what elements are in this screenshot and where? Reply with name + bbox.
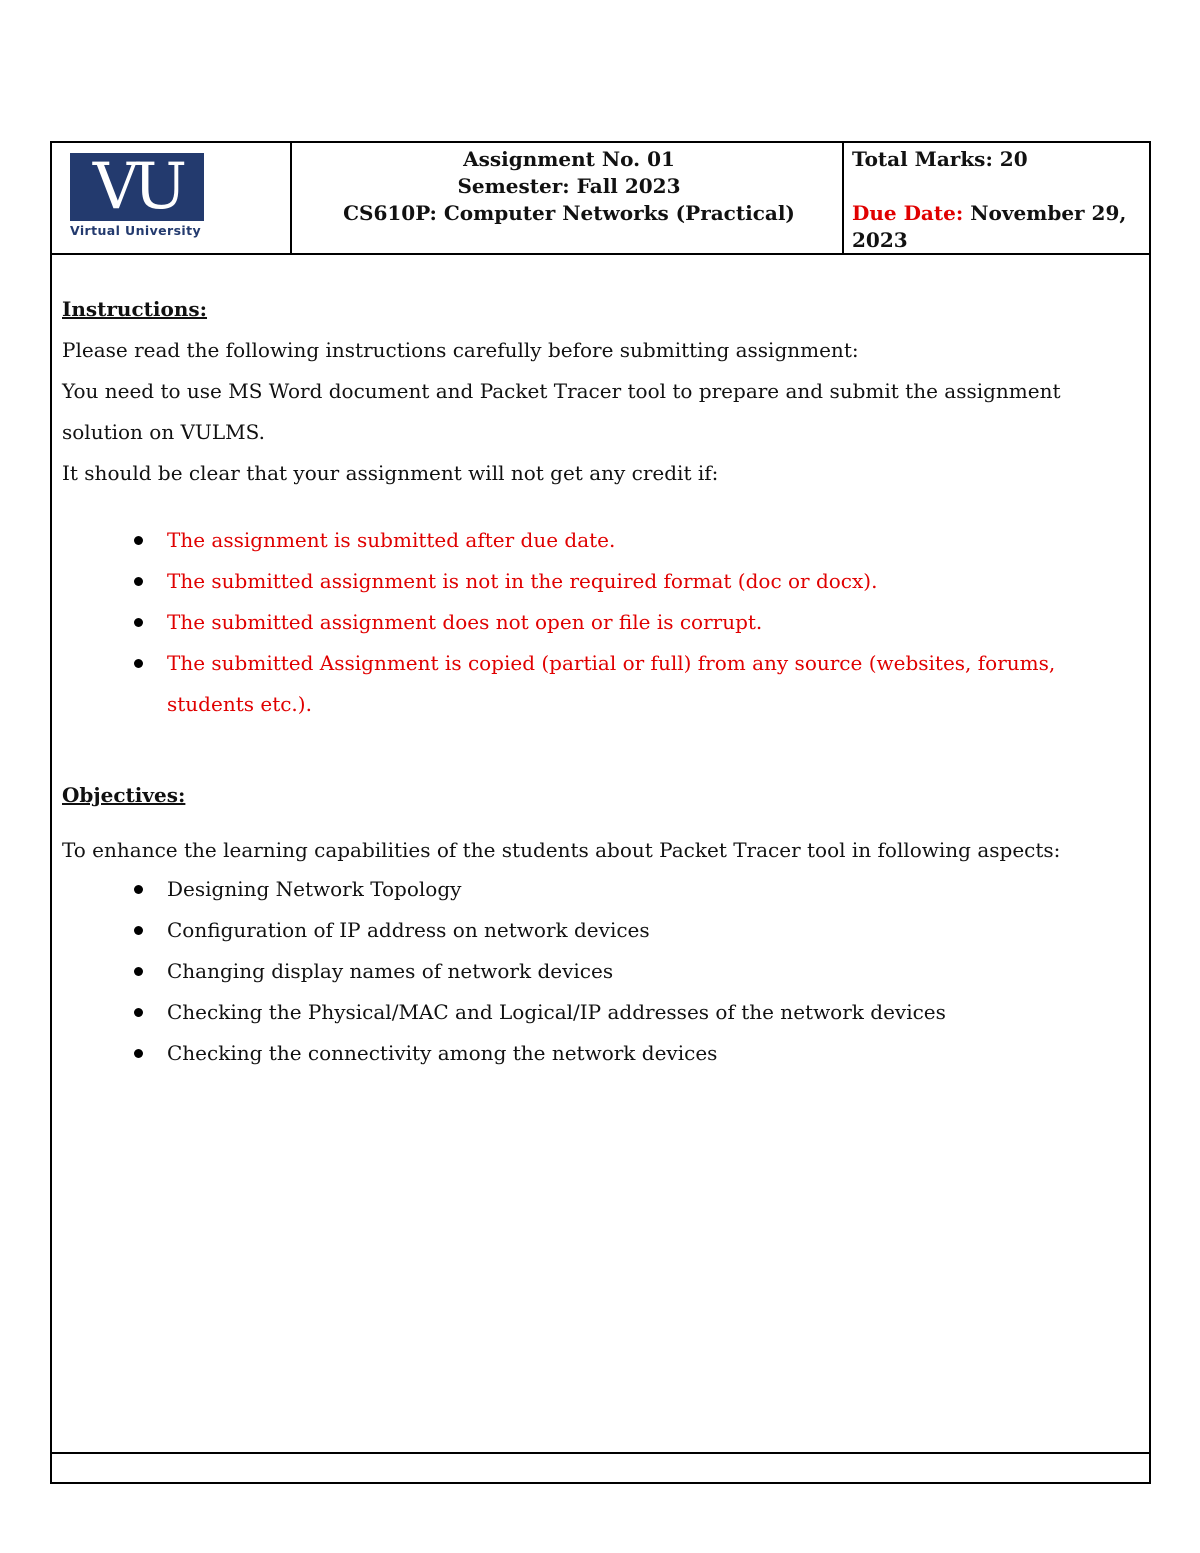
list-item: Configuration of IP address on network devices: [62, 910, 1142, 951]
marks-block: [852, 146, 1142, 254]
logo-letters: VU: [92, 150, 182, 224]
divider: [842, 143, 844, 253]
list-item: Designing Network Topology: [62, 869, 1142, 910]
course-title: CS610P: Computer Networks (Practical): [343, 201, 795, 225]
instructions-line1: You need to use MS Word document and Packet Tracer tool to prepare and submit the assignment solution on VULMS.: [62, 379, 1061, 444]
bullet-icon: [134, 926, 143, 935]
objectives-section: [62, 775, 1142, 1074]
assignment-number: Assignment No. 01: [463, 147, 675, 171]
bullet-icon: [134, 967, 143, 976]
bullet-icon: [134, 577, 143, 586]
objectives-heading: Objectives:: [62, 783, 186, 807]
header-row: [52, 143, 1149, 255]
instructions-line2: It should be clear that your assignment will not get any credit if:: [62, 461, 719, 485]
instructions-heading: Instructions:: [62, 297, 208, 321]
university-logo: [70, 150, 206, 243]
bullet-icon: [134, 618, 143, 627]
list-item: Checking the connectivity among the network devices: [62, 1033, 1142, 1074]
logo-mark: [70, 150, 204, 224]
list-item: The assignment is submitted after due date.: [62, 520, 1142, 561]
bullet-icon: [134, 885, 143, 894]
bullet-icon: [134, 1049, 143, 1058]
due-date-label: Due Date:: [852, 201, 964, 225]
due-date: [852, 200, 1142, 254]
total-marks: Total Marks: 20: [852, 147, 1028, 171]
list-item: Changing display names of network devices: [62, 951, 1142, 992]
list-item: The submitted assignment does not open or file is corrupt.: [62, 602, 1142, 643]
bullet-icon: [134, 1008, 143, 1017]
due-date-value: November 29, 2023: [852, 201, 1127, 252]
assignment-title-block: [294, 146, 844, 227]
list-item: Checking the Physical/MAC and Logical/IP addresses of the network devices: [62, 992, 1142, 1033]
objectives-intro: To enhance the learning capabilities of the students about Packet Tracer tool in following aspects:: [62, 838, 1061, 862]
logo-name: Virtual University: [70, 223, 202, 238]
list-item: The submitted Assignment is copied (partial or full) from any source (websites, forums, students etc.).: [62, 643, 1142, 725]
objectives-list: [62, 869, 1142, 1074]
instructions-intro: Please read the following instructions carefully before submitting assignment:: [62, 338, 859, 362]
semester: Semester: Fall 2023: [457, 174, 681, 198]
credit-conditions-list: [62, 520, 1142, 725]
footer-row: [52, 1452, 1149, 1482]
instructions-section: [62, 289, 1142, 725]
assignment-frame: [50, 141, 1151, 1484]
divider: [290, 143, 292, 253]
list-item: The submitted assignment is not in the required format (doc or docx).: [62, 561, 1142, 602]
bullet-icon: [134, 659, 143, 668]
bullet-icon: [134, 536, 143, 545]
